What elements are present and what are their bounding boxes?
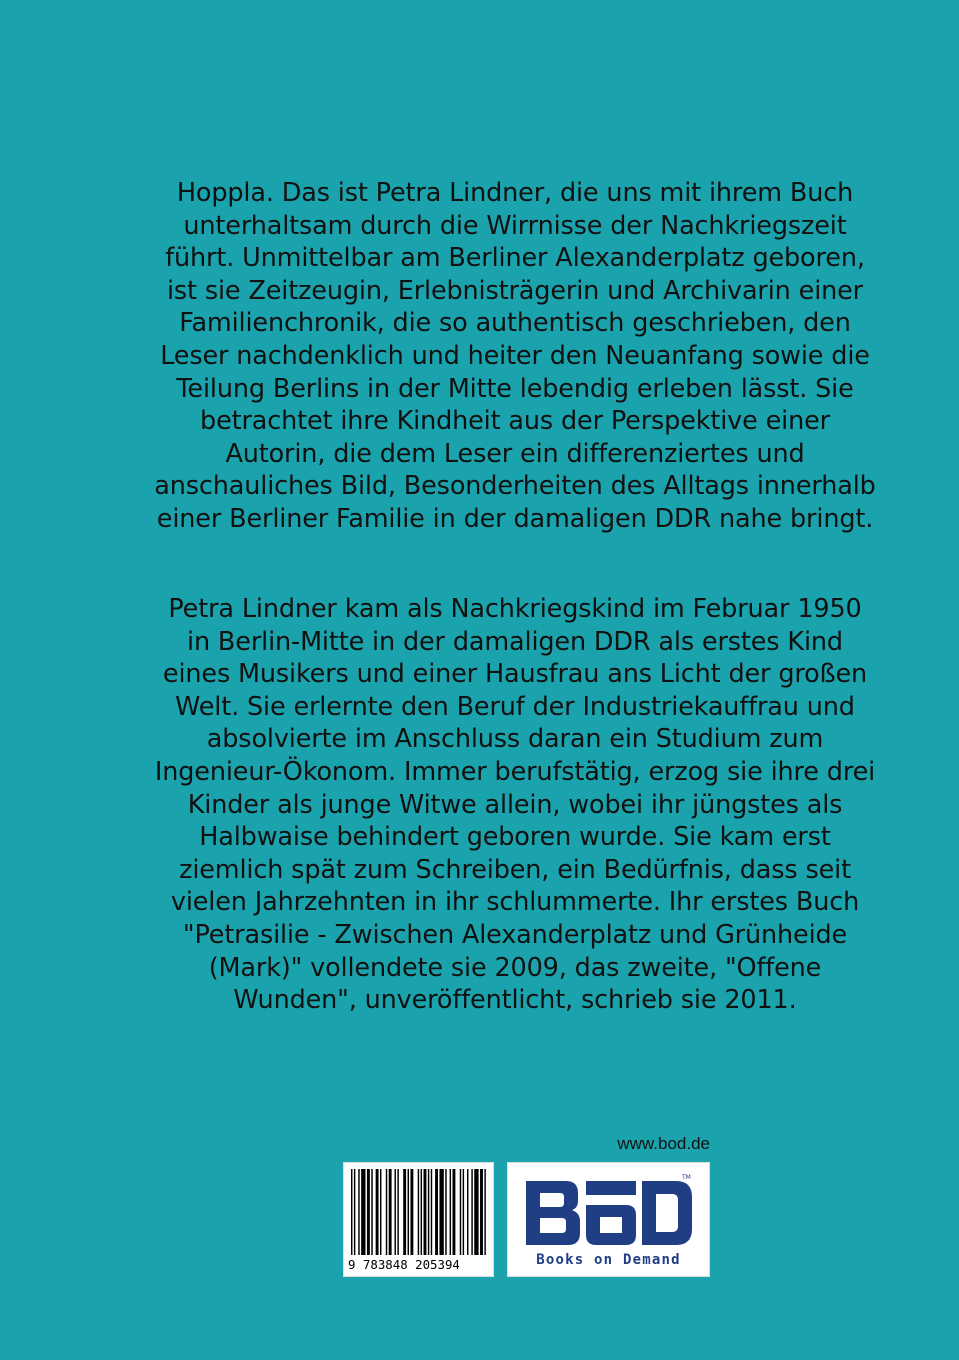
barcode-bar [408, 1169, 409, 1255]
barcode-bar [445, 1169, 446, 1255]
barcode-bar [403, 1169, 406, 1255]
barcode-bar [431, 1169, 432, 1255]
barcode-bar [484, 1169, 485, 1255]
bio-line: (Mark)" vollendete sie 2009, das zweite, "Offene [208, 952, 822, 983]
barcode-bar [435, 1169, 438, 1255]
barcode-bar [460, 1169, 461, 1255]
trademark-mark: TM [682, 1174, 691, 1181]
barcode-bar [480, 1169, 483, 1255]
blurb-line: ist sie Zeitzeugin, Erlebnisträgerin und Archivarin einer [166, 275, 864, 306]
bio-line: "Petrasilie - Zwischen Alexanderplatz und Grünheide [182, 919, 848, 950]
bio-line: Halbwaise behindert geboren wurde. Sie kam erst [199, 822, 831, 853]
barcode-bar [389, 1169, 392, 1255]
barcode-bar [471, 1169, 472, 1255]
blurb-line: Hoppla. Das ist Petra Lindner, die uns mit ihrem Buch [176, 178, 854, 208]
bod-letter-o [586, 1205, 636, 1245]
barcode-bars [349, 1169, 488, 1255]
barcode-bar [453, 1169, 456, 1255]
bio-line: ziemlich spät zum Schreiben, ein Bedürfnis, dass seit [179, 854, 851, 885]
barcode-bar [395, 1169, 396, 1255]
bio-line: Kinder als junge Witwe allein, wobei ihr jüngstes als [187, 789, 843, 820]
bod-tagline: Books on Demand [536, 1252, 681, 1268]
bio-line: Wunden", unveröffentlicht, schrieb sie 2011. [233, 985, 797, 1016]
barcode-bar [463, 1169, 464, 1255]
bod-letter-d [642, 1181, 692, 1245]
author-bio [110, 593, 920, 1017]
bod-o-bar [586, 1181, 636, 1195]
barcode-bar [418, 1169, 419, 1255]
barcode-bar [410, 1169, 413, 1255]
bio-line: absolvierte im Anschluss daran ein Studium zum [206, 724, 824, 755]
barcode-bar [428, 1169, 429, 1255]
barcode-bar [358, 1169, 359, 1255]
barcode-bar [424, 1169, 427, 1255]
blurb-line: Teilung Berlins in der Mitte lebendig erleben lässt. Sie [176, 373, 854, 404]
bio-line: Welt. Sie erlernte den Beruf der Industriekauffrau und [175, 691, 855, 722]
publisher-url[interactable]: www.bod.de [617, 1134, 710, 1153]
bio-line: vielen Jahrzehnten in ihr schlummerte. Ihr erstes Buch [170, 887, 860, 918]
barcode-bar [380, 1169, 381, 1255]
bio-line: Petra Lindner kam als Nachkriegskind im Februar 1950 [168, 594, 862, 624]
blurb-line: Leser nachdenklich und heiter den Neuanfang sowie die [160, 340, 870, 371]
barcode-bar [367, 1169, 370, 1255]
barcode-bar [361, 1169, 365, 1255]
barcode-bar [421, 1169, 422, 1255]
isbn-barcode [343, 1162, 494, 1277]
barcode-bar [397, 1169, 398, 1255]
blurb-line: führt. Unmittelbar am Berliner Alexanderplatz geboren, [165, 243, 865, 274]
blurb-line: Familienchronik, die so authentisch geschrieben, den [179, 308, 851, 339]
barcode-bar [371, 1169, 372, 1255]
barcode-bar [474, 1169, 478, 1255]
blurb-line: unterhaltsam durch die Wirrnisse der Nachkriegszeit [183, 210, 847, 241]
barcode-bar [351, 1169, 352, 1255]
publisher-logo-box [507, 1162, 710, 1277]
barcode-bar [376, 1169, 379, 1255]
blurb-line: Autorin, die dem Leser ein differenziertes und [225, 438, 805, 469]
isbn-digits: 9 783848 205394 [348, 1257, 460, 1272]
barcode-bar [386, 1169, 387, 1255]
barcode-bar [439, 1169, 443, 1255]
blurb-line: anschauliches Bild, Besonderheiten des Alltags innerhalb [154, 471, 876, 502]
barcode-bar [354, 1169, 355, 1255]
bio-line: in Berlin-Mitte in der damaligen DDR als erstes Kind [187, 626, 843, 657]
bod-letter-b [526, 1181, 580, 1245]
barcode-bar [450, 1169, 451, 1255]
bio-line: eines Musikers und einer Hausfrau ans Licht der großen [162, 659, 868, 690]
bod-logo [520, 1171, 698, 1249]
blurb-line: betrachtet ihre Kindheit aus der Perspektive einer [200, 406, 830, 437]
blurb-line: einer Berliner Familie in der damaligen DDR nahe bringt. [156, 503, 874, 534]
barcode-bar [467, 1169, 468, 1255]
intro-blurb [110, 177, 920, 536]
bio-line: Ingenieur-Ökonom. Immer berufstätig, erzog sie ihre drei [154, 756, 876, 787]
